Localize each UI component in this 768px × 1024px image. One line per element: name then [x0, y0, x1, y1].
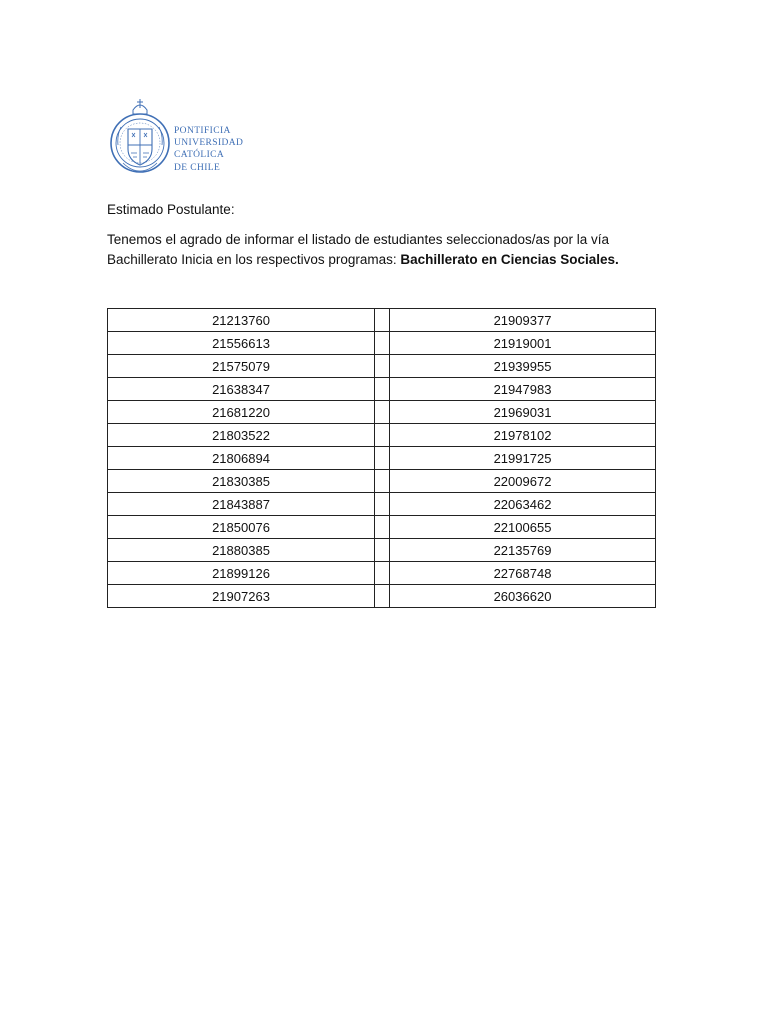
student-code-right: 21969031: [390, 401, 656, 424]
student-code-left: 21213760: [108, 309, 375, 332]
logo-line-1: PONTIFICIA: [174, 126, 231, 136]
table-row: [108, 401, 656, 424]
student-code-right: 21939955: [390, 355, 656, 378]
table-row: [108, 332, 656, 355]
spacer-cell: [375, 493, 390, 516]
spacer-cell: [375, 562, 390, 585]
student-code-left: 21806894: [108, 447, 375, 470]
table-row: [108, 539, 656, 562]
student-code-left: 21556613: [108, 332, 375, 355]
table-row: [108, 562, 656, 585]
spacer-cell: [375, 332, 390, 355]
student-code-left: 21907263: [108, 585, 375, 608]
table-row: [108, 378, 656, 401]
table-row: [108, 447, 656, 470]
table-row: [108, 424, 656, 447]
logo-line-2: UNIVERSIDAD: [174, 138, 244, 149]
student-code-right: 21919001: [390, 332, 656, 355]
table-row: [108, 470, 656, 493]
student-code-left: 21830385: [108, 470, 375, 493]
spacer-cell: [375, 516, 390, 539]
table-row: [108, 516, 656, 539]
intro-text: Tenemos el agrado de informar el listado de estudiantes seleccionados/as por la vía Bachillerato Inicia en los respectivos programas:: [107, 232, 610, 267]
program-name: Bachillerato en Ciencias Sociales.: [400, 252, 619, 267]
table-body: [108, 309, 656, 608]
student-code-right: 22009672: [390, 470, 656, 493]
intro-paragraph: [107, 230, 667, 270]
spacer-cell: [375, 447, 390, 470]
spacer-cell: [375, 424, 390, 447]
logo-line-4: DE CHILE: [174, 162, 221, 173]
spacer-cell: [375, 309, 390, 332]
spacer-cell: [375, 401, 390, 424]
spacer-cell: [375, 470, 390, 493]
student-code-left: 21638347: [108, 378, 375, 401]
university-name: [174, 125, 243, 174]
student-code-right: 22063462: [390, 493, 656, 516]
student-code-left: 21843887: [108, 493, 375, 516]
logo-line-3: CATÓLICA: [174, 150, 225, 161]
student-code-right: 22100655: [390, 516, 656, 539]
student-code-left: 21803522: [108, 424, 375, 447]
table-row: [108, 493, 656, 516]
student-code-left: 21850076: [108, 516, 375, 539]
university-crest-icon: [109, 97, 171, 181]
spacer-cell: [375, 585, 390, 608]
spacer-cell: [375, 539, 390, 562]
greeting: Estimado Postulante:: [107, 202, 235, 217]
spacer-cell: [375, 355, 390, 378]
student-code-left: 21575079: [108, 355, 375, 378]
student-code-left: 21899126: [108, 562, 375, 585]
student-code-left: 21880385: [108, 539, 375, 562]
student-code-right: 26036620: [390, 585, 656, 608]
spacer-cell: [375, 378, 390, 401]
table-row: [108, 309, 656, 332]
university-logo: [109, 97, 249, 181]
student-code-right: 22768748: [390, 562, 656, 585]
table-row: [108, 585, 656, 608]
selected-students-table: [107, 308, 656, 608]
student-code-right: 21991725: [390, 447, 656, 470]
student-code-right: 21947983: [390, 378, 656, 401]
table-row: [108, 355, 656, 378]
student-code-left: 21681220: [108, 401, 375, 424]
student-code-right: 22135769: [390, 539, 656, 562]
student-code-right: 21909377: [390, 309, 656, 332]
student-code-right: 21978102: [390, 424, 656, 447]
